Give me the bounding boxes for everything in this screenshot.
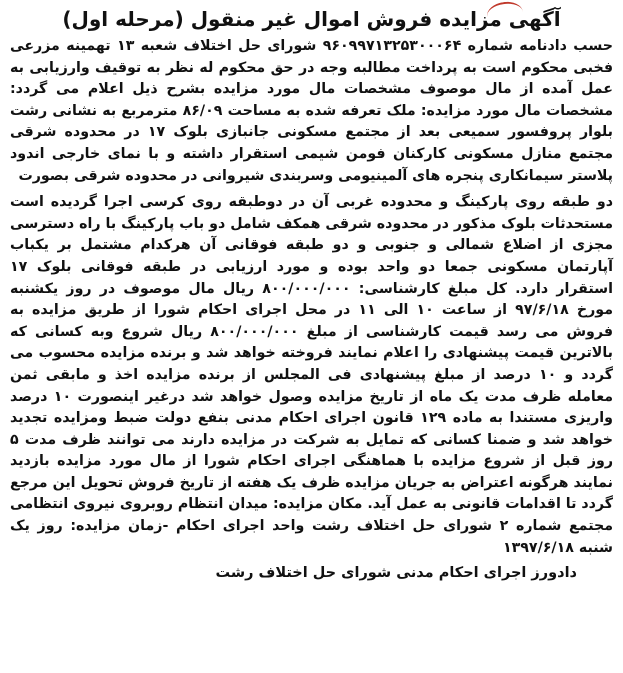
notice-title: آگهی مزایده فروش اموال غیر منقول (مرحله اول) (62, 7, 561, 31)
notice-paragraph-2: دو طبقه روی پارکینگ و محدوده غربی آن در دوطبقه روی کرسی اجرا گردیده است مستحدثات بلوک مذکور در محدوده شرقی همکف شامل دو باب پارکینگ با راه دسترسی مجزی از اضلاع شمالی و جنوبی و دو طبقه فوقانی آن هرکدام مشتمل بر یکباب آپارتمان مسکونی جمعا دو واحد بوده و مورد ارزیابی در طبقه فوقانی بلوک ۱۷ استقرار دارد. کل مبلغ کارشناسی: ۸۰۰/۰۰۰/۰۰۰ ریال مال موصوف در روز یکشنبه مورخ ۹۷/۶/۱۸ از ساعت ۱۰ الی ۱۱ در محل اجرای احکام شورا از طریق مزایده به فروش می رسد قیمت کارشناسی از مبلغ ۸۰۰/۰۰۰/۰۰۰ ریال شروع وبه کسانی که بالاترین قیمت پیشنهادی را اعلام نمایند فروخته خواهد شد و برنده مزایده محسوب می گردد و ۱۰ درصد از مبلغ پیشنهادی فی المجلس از برنده مزایده اخذ و مابقی ثمن معامله ظرف مدت یک ماه از تاریخ مزایده وصول خواهد شد درغیر اینصورت ۱۰ درصد واریزی مستندا به ماده ۱۲۹ قانون اجرای احکام مدنی بنفع دولت ضبط ومزایده تجدید خواهد شد و ضمنا کسانی که تمایل به شرکت در مزایده دارند می توانند ظرف مدت ۵ روز قبل از شروع مزایده با هماهنگی اجرای احکام شورا از مال مورد مزایده بازدید نمایند هرگونه اعتراض به جریان مزایده ظرف یک هفته از تاریخ فروش تحویل این مرجع گردد تا اقدامات قانونی به عمل آید. مکان مزایده: میدان انتظام روبروی نیروی انتظامی مجتمع شماره ۲ شورای حل اختلاف رشت واحد اجرای احکام -زمان مزایده: روز یک شنبه ۱۳۹۷/۶/۱۸ (10, 194, 614, 556)
notice-paragraph-1: حسب دادنامه شماره ۹۶۰۹۹۷۱۳۲۵۳۰۰۰۶۴ شورای حل اختلاف شعبه ۱۳ تهمینه مزرعی فخبی محکوم است به پرداخت مطالبه وجه در حق محکوم له نظر به توقیف وارزیابی به عمل آمده از مال موصوف مشخصات مال مورد مزایده بشرح ذیل اعلام می گردد: مشخصات مال مورد مزایده: ملک تعرفه شده به مساحت ۸۶/۰۹ مترمربع به نشانی رشت بلوار پروفسور سمیعی بعد از مجتمع مسکونی جانبازی بلوک ۱۷ در محدوده شرقی مجتمع منازل مسکونی کارکنان فومن شیمی استقرار داشته و با نمای خارجی اندود پلاستر سیمانکاری پنجره های آلمینیومی وسربندی شیروانی در محدوده شرقی بصورت (10, 38, 613, 184)
notice-signature: دادورز اجرای احکام مدنی شورای حل اختلاف رشت (215, 565, 577, 582)
